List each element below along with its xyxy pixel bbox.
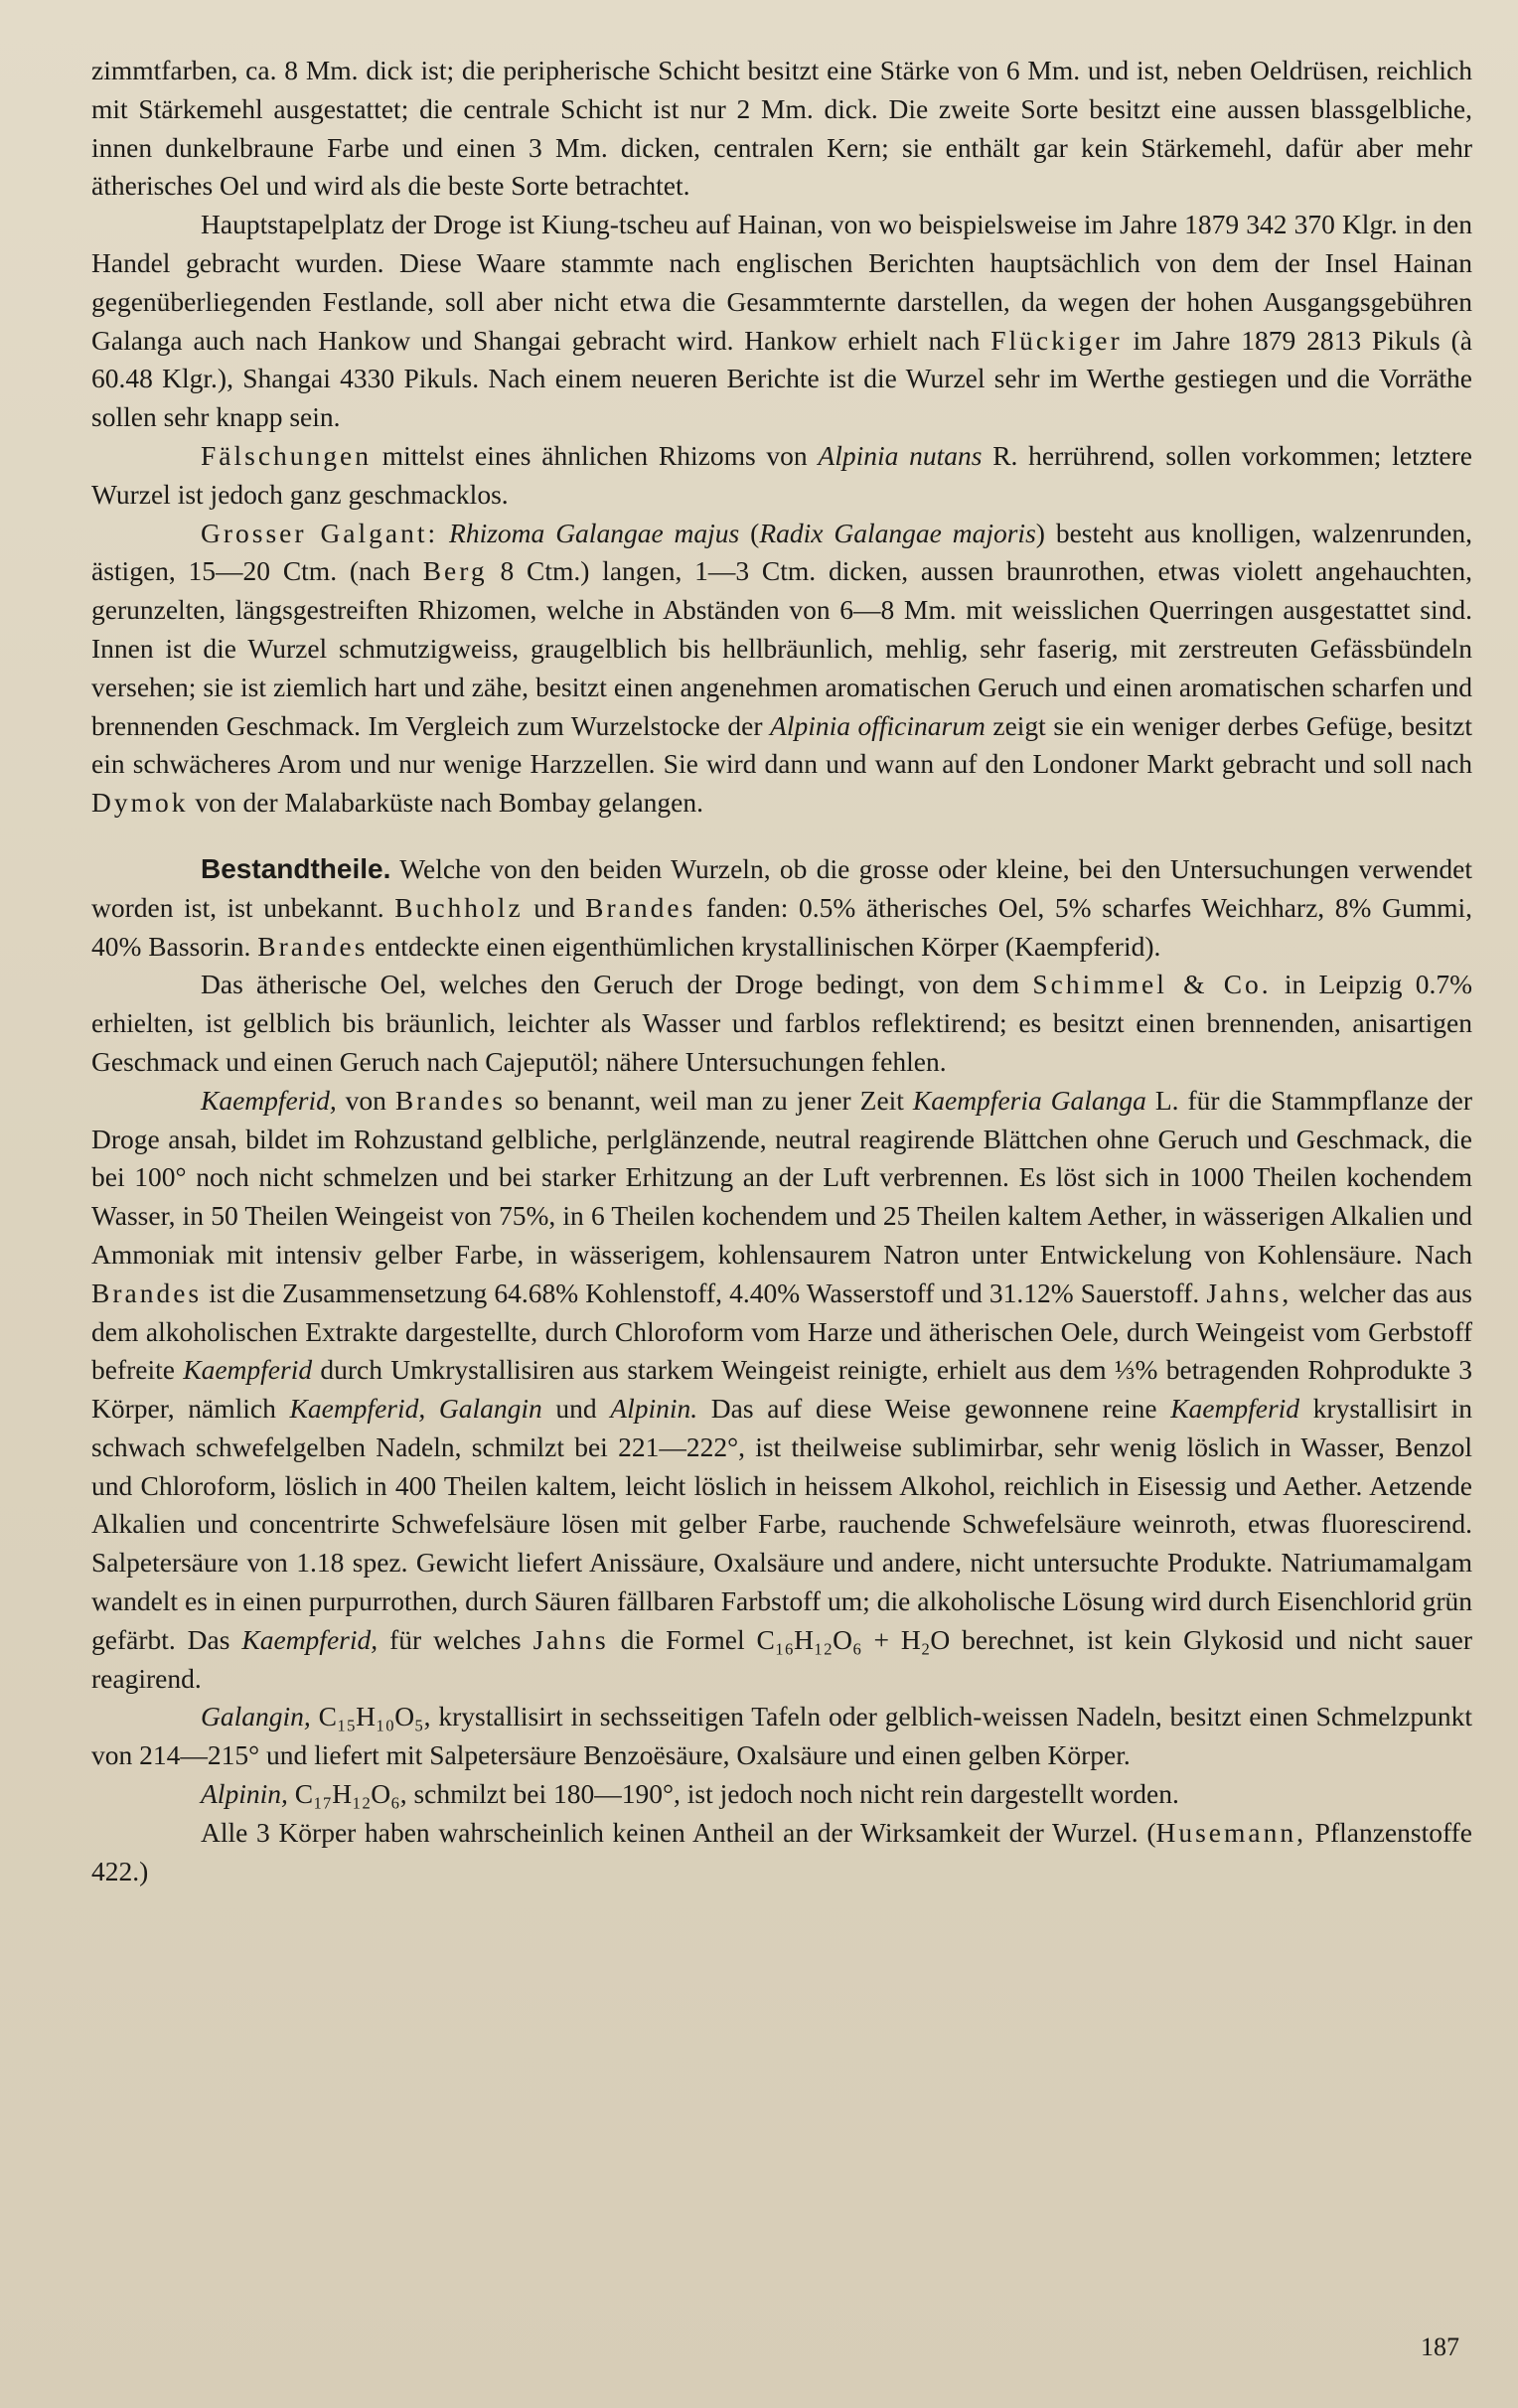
italic-term: Alpinia nutans (818, 439, 983, 471)
spaced-name: Dymok (91, 787, 189, 819)
paragraph (91, 206, 1472, 437)
italic-term: Kaempferid, (201, 1084, 337, 1116)
paragraph (91, 1775, 1472, 1814)
text-run: für welches (378, 1623, 533, 1655)
text-run: C₁₇H₁₂O₆, schmilzt bei 180—190°, ist jedoch noch nicht rein dargestellt worden. (287, 1778, 1179, 1810)
paragraph (91, 52, 1472, 206)
italic-term: Kaempferid, (241, 1623, 379, 1655)
text-run (438, 518, 449, 548)
text-run: R. herrührend, sollen vorkommen; letztere Wurzel ist jedoch ganz geschmacklos. (91, 439, 1473, 510)
text-run: krystallisirt in schwach schwefelgelben Nadeln, schmilzt bei 221—222°, ist theilweise sublimirbar, sehr wenig löslich in Wasser, Benzol und Chloroform, löslich in 400 Theilen kaltem, leicht löslich in heissem Alkohol, reichlich in Eisessig und Aether. Aetzende Alkalien und concentrirte Schwefelsäure lösen mit gelber Farbe, rauchende Schwefelsäure weinroth, etwas fluorescirend. Salpetersäure von 1.18 spez. Gewicht liefert Anissäure, Oxalsäure und andere, nicht untersuchte Produkte. Natriumamalgam wandelt es in einen purpurrothen, durch Säuren fällbaren Farbstoff um; die alkoholische Lösung wird durch Eisenchlorid grün gefärbt. Das (91, 1393, 1472, 1655)
spaced-name: Jahns (532, 1623, 609, 1655)
text-run: zeigt sie ein weniger derbes Gefüge, besitzt ein schwächeres Arom und nur wenige Harzzellen. Sie wird dann und wann auf den Londoner Markt gebracht und soll nach (91, 709, 1472, 780)
italic-term: Radix Galangae majoris (759, 517, 1036, 548)
spaced-name: Husemann, (1155, 1816, 1306, 1848)
italic-term: Kaempferia Galanga (912, 1084, 1146, 1116)
italic-term: Alpinin. (610, 1393, 698, 1425)
text-run: Pflanzenstoffe 422.) (91, 1816, 1472, 1886)
spaced-name: Jahns, (1206, 1277, 1292, 1308)
text-run: in Leipzig 0.7% erhielten, ist gelblich bis bräunlich, leichter als Wasser und farblos reflektirend; es besitzt einen brennenden, anisartigen Geschmack und einen Geruch nach Cajeputöl; nähere Untersuchungen fehlen. (91, 969, 1473, 1077)
italic-term: Kaempferid (1170, 1393, 1300, 1425)
spaced-name: Brandes (585, 891, 696, 923)
paragraph (91, 1698, 1472, 1775)
text-run: ( (739, 517, 760, 548)
text-run: Welche von den beiden Wurzeln, ob die grosse oder kleine, bei den Untersuchungen verwendet worden ist, ist unbekannt. (91, 852, 1472, 923)
text-run: und (541, 1393, 611, 1425)
paragraph (91, 1814, 1472, 1891)
paragraph (91, 850, 1472, 966)
paragraph (91, 437, 1472, 515)
paragraph (91, 966, 1472, 1081)
text-run: Hauptstapelplatz der Droge ist Kiung-tscheu auf Hainan, von wo beispielsweise im Jahre 1879 342 370 Klgr. in den Handel gebracht wurden. Diese Waare stammte nach englischen Berichten hauptsächlich von dem der Insel Hainan gegenüberliegenden Festlande, soll aber nicht etwa die Gesammternte darstellen, da wegen der hohen Ausgangsgebühren Galanga auch nach Hankow und Shangai gebracht wird. Hankow erhielt nach (91, 209, 1472, 356)
text-run: C₁₅H₁₀O₅, krystallisirt in sechsseitigen Tafeln oder gelblich-weissen Nadeln, besitzt einen Schmelzpunkt von 214—215° und liefert mit Salpetersäure Benzoësäure, Oxalsäure und einen gelben Körper. (91, 1701, 1472, 1771)
spaced-name: Buchholz (394, 891, 524, 923)
text-run: mittelst eines ähnlichen Rhizoms von (372, 439, 819, 471)
italic-term: Alpinia officinarum (770, 709, 986, 741)
spaced-name: Berg (422, 555, 488, 587)
spaced-name: Brandes (91, 1277, 203, 1308)
italic-term: Kaempferid (183, 1354, 313, 1386)
paragraph (91, 515, 1472, 823)
spaced-name: Brandes (394, 1084, 507, 1116)
text-run: die Formel C₁₆H₁₂O₆ + H₂O berechnet, ist kein Glykosid und nicht sauer reagirend. (91, 1623, 1472, 1694)
text-run: Das ätherische Oel, welches den Geruch der Droge bedingt, von dem (201, 969, 1033, 1000)
text-run: Das auf diese Weise gewonnene reine (697, 1393, 1171, 1425)
spaced-name: Flückiger (990, 324, 1123, 356)
italic-term: Alpinin, (201, 1778, 288, 1810)
italic-term: Kaempferid, Galangin (289, 1393, 542, 1425)
italic-term: Galangin, (201, 1701, 311, 1732)
text-run: ist die Zusammensetzung 64.68% Kohlenstoff, 4.40% Wasserstoff und 31.12% Sauerstoff. (202, 1277, 1207, 1308)
text-run: im Jahre 1879 2813 Pikuls (à 60.48 Klgr.), Shangai 4330 Pikuls. Nach einem neueren Berichte ist die Wurzel sehr im Werthe gestiegen und die Vorräthe sollen sehr knapp sein. (91, 324, 1472, 433)
italic-term: Rhizoma Galangae majus (449, 517, 740, 548)
spaced-name: Brandes (257, 930, 369, 962)
spaced-name: Schimmel & Co. (1032, 969, 1272, 1000)
text-run: entdeckte einen eigenthümlichen krystallinischen Körper (Kaempferid). (368, 930, 1161, 962)
section-heading: Bestandtheile. (201, 852, 391, 884)
text-run: durch Umkrystallisiren aus starkem Weingeist reinigte, erhielt aus dem ⅓% betragenden Rohprodukte 3 Körper, nämlich (91, 1354, 1473, 1425)
text-run: so benannt, weil man zu jener Zeit (506, 1084, 913, 1116)
section-gap (91, 823, 1472, 850)
page-body-text (91, 52, 1472, 1890)
text-run: 8 Ctm.) langen, 1—3 Ctm. dicken, aussen braunrothen, etwas violett angehauchten, gerunzelten, längsgestreiften Rhizomen, welche in Abständen von 6—8 Mm. mit weisslichen Querringen ausgestattet sind. Innen ist die Wurzel schmutzigweiss, graugelblich bis hellbräunlich, mehlig, sehr faserig, mit zerstreuten Gefässbündeln versehen; sie ist ziemlich hart und zähe, besitzt einen angenehmen aromatischen Geruch und einen aromatischen scharfen und brennenden Geschmack. Im Vergleich zum Wurzelstocke der (91, 555, 1472, 741)
text-run: von (336, 1084, 395, 1116)
text-run: zimmtfarben, ca. 8 Mm. dick ist; die peripherische Schicht besitzt eine Stärke von 6 Mm. und ist, neben Oeldrüsen, reichlich mit Stärkemehl ausgestattet; die centrale Schicht ist nur 2 Mm. dick. Die zweite Sorte besitzt eine aussen blassgelbliche, innen dunkelbraune Farbe und einen 3 Mm. dicken, centralen Kern; sie enthält gar kein Stärkemehl, dafür aber mehr ätherisches Oel und wird als die beste Sorte betrachtet. (91, 55, 1472, 202)
spaced-name: Fälschungen (201, 439, 373, 471)
page-number: 187 (1421, 2333, 1459, 2361)
paragraph (91, 1082, 1472, 1699)
text-run: von der Malabarküste nach Bombay gelangen. (188, 787, 704, 819)
text-run: welcher das aus dem alkoholischen Extrakte dargestellte, durch Chloroform vom Harze und ätherischen Oele, durch Weingeist vom Gerbstoff befreite (91, 1277, 1473, 1386)
spaced-name: Grosser Galgant: (201, 517, 439, 548)
text-run: ) besteht aus knolligen, walzenrunden, ästigen, 15—20 Ctm. (nach (91, 517, 1472, 587)
text-run: fanden: 0.5% ätherisches Oel, 5% scharfes Weichharz, 8% Gummi, 40% Bassorin. (91, 891, 1472, 962)
text-run: L. für die Stammpflanze der Droge ansah, bildet im Rohzustand gelbliche, perlglänzende, neutral reagirende Blättchen ohne Geruch und Geschmack, die bei 100° noch nicht schmelzen und bei starker Erhitzung an der Luft verbrennen. Es löst sich in 1000 Theilen kochendem Wasser, in 50 Theilen Weingeist von 75%, in 6 Theilen kochendem und 25 Theilen kaltem Aether, in wässerigen Alkalien und Ammoniak mit intensiv gelber Farbe, in wässerigem, kohlensaurem Natron unter Entwickelung von Kohlensäure. Nach (91, 1084, 1472, 1270)
text-run: und (523, 891, 586, 923)
text-run: Alle 3 Körper haben wahrscheinlich keinen Antheil an der Wirksamkeit der Wurzel. ( (201, 1816, 1156, 1848)
